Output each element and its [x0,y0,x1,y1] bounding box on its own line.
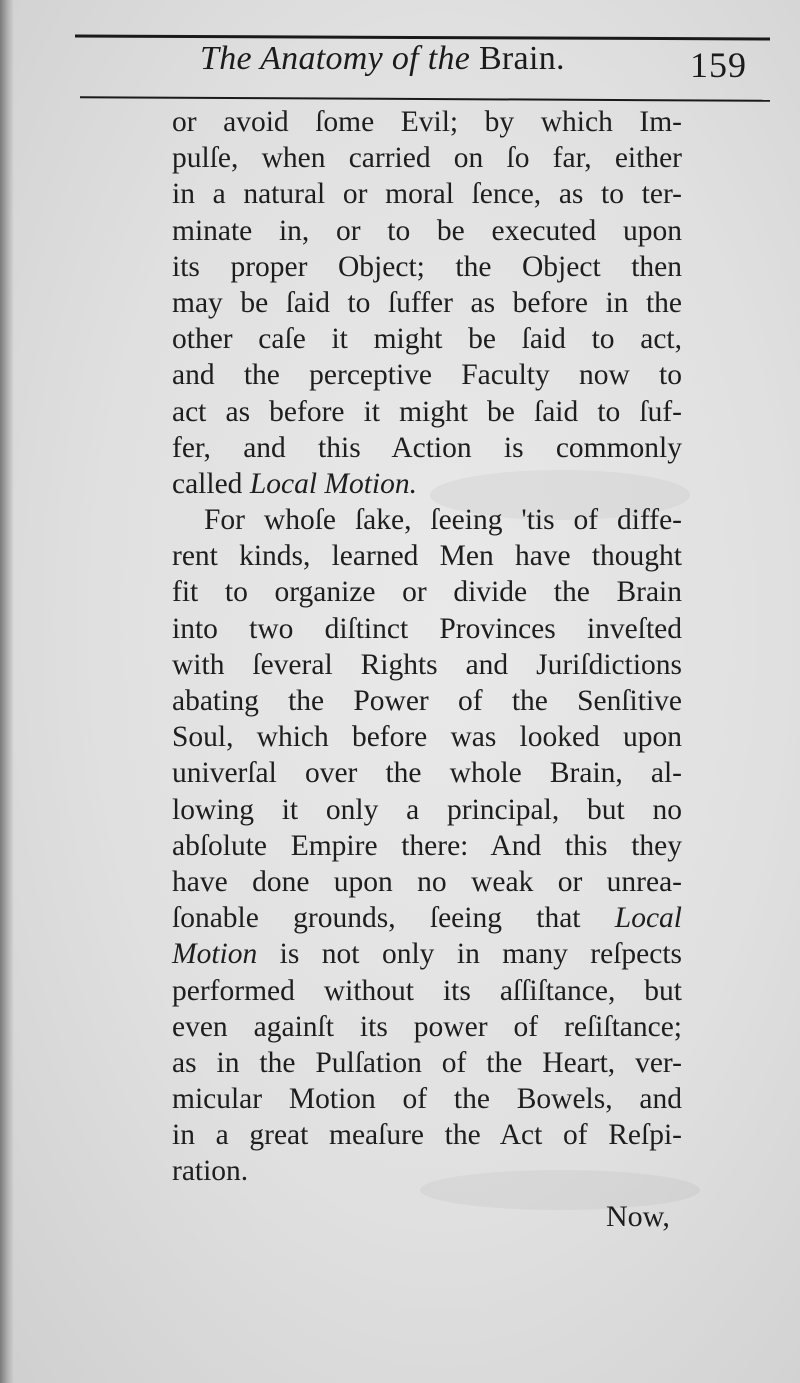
text-line: fit to organize or divide the Brain [172,576,682,609]
text-line [172,900,682,936]
text-run: called [172,467,250,500]
text-line: fer, and this Action is commonly [172,431,682,464]
running-head-brain: Brain. [478,40,565,77]
text-line: ration. [172,1155,249,1188]
text-line: even againſt its power of reſiſtance; [172,1010,682,1043]
header-rule-bottom [80,96,770,102]
text-line: with ſeveral Rights and Juriſdictions [172,648,682,681]
text-line: pulſe, when carried on ſo far, either [172,142,682,175]
text-line: rent kinds, learned Men have thought [172,540,682,573]
text-line: minate in, or to be executed upon [172,214,682,247]
running-head-anatomy: Anatomy [260,40,384,77]
paragraph-1 [172,104,682,502]
text-line: in a natural or moral ſence, as to ter- [172,178,682,211]
paragraph-2 [172,502,682,1190]
running-head [200,40,565,78]
catchword: Now, [606,1200,670,1233]
text-line: micular Motion of the Bowels, and [172,1083,682,1116]
running-head-the: The [200,40,261,77]
text-line: act as before it might be ſaid to ſuf- [172,395,682,428]
text-line: performed without its aſſiſtance, but [172,974,682,1007]
text-line: other caſe it might be ſaid to act, [172,323,682,356]
text-line: and the perceptive Faculty now to [172,359,682,392]
page-edge-shadow [0,0,14,1383]
body-text [172,104,682,1190]
italic-run: Local Motion. [249,467,417,500]
text-line: its proper Object; the Object then [172,250,682,283]
text-line: in a great meaſure the Act of Reſpi- [172,1119,682,1152]
italic-run: Local [614,902,682,935]
text-line: univerſal over the whole Brain, al- [172,757,682,790]
text-line [172,466,682,502]
text-line: as in the Pulſation of the Heart, ver- [172,1046,682,1079]
text-line: abſolute Empire there: And this they [172,829,682,862]
page-number: 159 [690,45,747,85]
text-line [172,936,682,972]
text-line: Soul, which before was looked upon [172,721,682,754]
text-line: into two diſtinct Provinces inveſted [172,612,682,645]
text-line: may be ſaid to ſuffer as before in the [172,286,682,319]
text-line: For whoſe ſake, ſeeing 'tis of diffe- [204,504,682,537]
text-line: lowing it only a principal, but no [172,793,682,826]
text-run: is not only in many reſpects [257,938,682,971]
running-head-of-the: of the [383,40,479,77]
text-line: abating the Power of the Senſitive [172,685,682,717]
text-line: have done upon no weak or unrea- [172,865,682,898]
text-line: or avoid ſome Evil; by which Im- [172,106,682,138]
italic-run: Motion [172,938,258,971]
text-run: ſonable grounds, ſeeing that [172,902,615,935]
